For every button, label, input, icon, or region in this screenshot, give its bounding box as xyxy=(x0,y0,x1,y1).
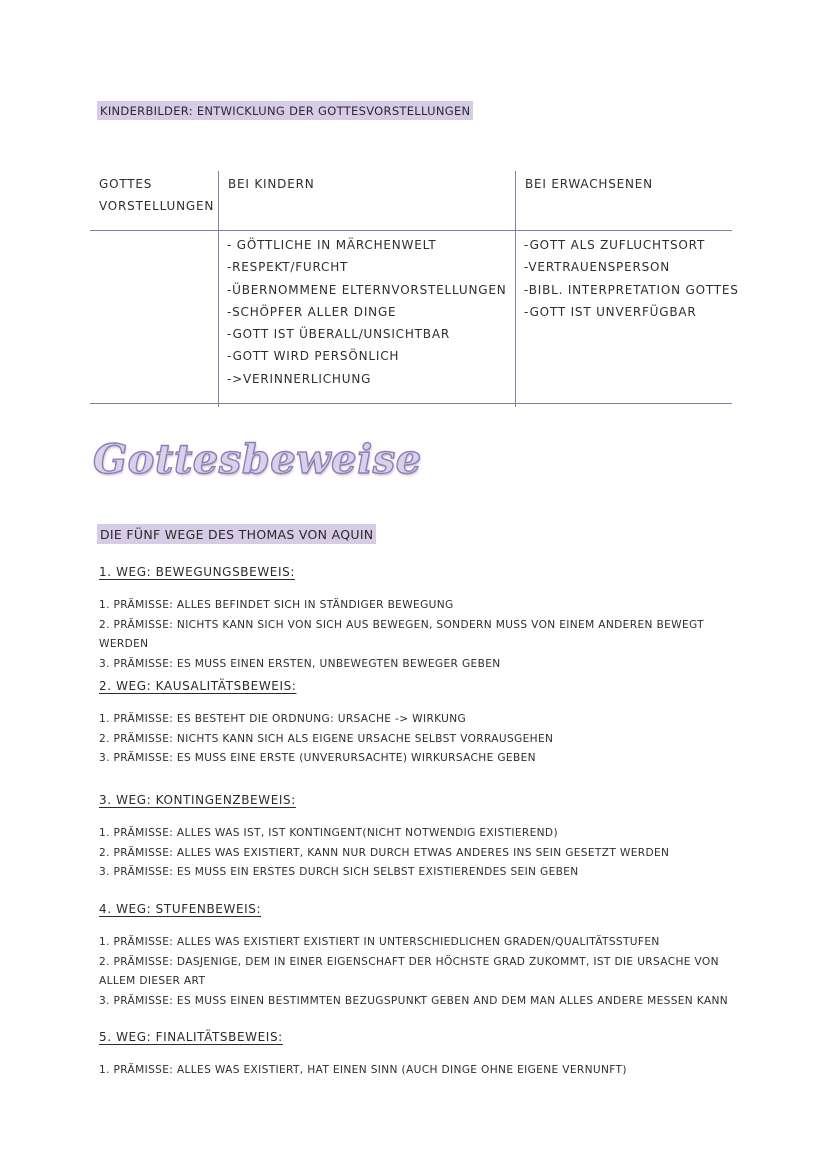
table-cell-line: -GOTT IST ÜBERALL/UNSICHTBAR xyxy=(227,327,450,342)
premise-item: 3. PRÄMISSE: ES MUSS EINEN BESTIMMTEN BEZUGSPUNKT GEBEN AND DEM MAN ALLES ANDERE MESSEN KANN xyxy=(99,994,729,1007)
premise-item: 2. PRÄMISSE: NICHTS KANN SICH VON SICH AUS BEWEGEN, SONDERN MUSS VON EINEM ANDEREN BEWEGT WERDEN xyxy=(99,618,705,650)
premise-list xyxy=(99,824,739,883)
table-cell-line: -ÜBERNOMMENE ELTERNVORSTELLUNGEN xyxy=(227,282,507,297)
premise-item: 3. PRÄMISSE: ES MUSS EINEN ERSTEN, UNBEWEGTEN BEWEGER GEBEN xyxy=(99,657,501,670)
premise-item: 1. PRÄMISSE: ALLES WAS EXISTIERT EXISTIERT IN UNTERSCHIEDLICHEN GRADEN/QUALITÄTSSTUFEN xyxy=(99,936,660,948)
premise-item: 2. PRÄMISSE: NICHTS KANN SICH ALS EIGENE URSACHE SELBST VORRAUSGEHEN xyxy=(99,732,554,745)
script-title-gottesbeweise: Gottesbeweise xyxy=(93,436,422,483)
table-cell-line: -GOTT WIRD PERSÖNLICH xyxy=(227,349,400,364)
table-cell-erwachsene xyxy=(524,234,739,323)
table-header-bei-kindern: BEI KINDERN xyxy=(228,177,315,191)
premise-item: 1. PRÄMISSE: ALLES WAS IST, IST KONTINGENT(NICHT NOTWENDIG EXISTIEREND) xyxy=(99,827,558,839)
table-column-divider xyxy=(218,171,219,407)
section-header: KINDERBILDER: ENTWICKLUNG DER GOTTESVORSTELLUNGEN xyxy=(97,101,473,120)
way-title: 1. WEG: BEWEGUNGSBEWEIS: xyxy=(99,565,295,579)
way-title: 5. WEG: FINALITÄTSBEWEIS: xyxy=(99,1030,283,1044)
table-bottom-border xyxy=(90,403,732,404)
way-title: 4. WEG: STUFENBEWEIS: xyxy=(99,902,262,916)
premise-item: 3. PRÄMISSE: ES MUSS EIN ERSTES DURCH SICH SELBST EXISTIERENDES SEIN GEBEN xyxy=(99,866,579,878)
table-cell-line: -RESPEKT/FURCHT xyxy=(227,260,349,275)
table-cell-line: ->VERINNERLICHUNG xyxy=(227,371,372,386)
premise-item: 2. PRÄMISSE: DASJENIGE, DEM IN EINER EIGENSCHAFT DER HÖCHSTE GRAD ZUKOMMT, IST DIE URSACHE VON ALLEM DIESER ART xyxy=(99,955,719,987)
premise-list xyxy=(99,596,739,674)
gottesvorstellungen-table xyxy=(90,163,739,407)
table-cell-kinder xyxy=(227,234,507,390)
premise-list xyxy=(99,710,739,769)
way-title: 2. WEG: KAUSALITÄTSBEWEIS: xyxy=(99,679,297,693)
way-title: 3. WEG: KONTINGENZBEWEIS: xyxy=(99,793,296,807)
table-cell-line: -BIBL. INTERPRETATION GOTTES xyxy=(524,282,739,297)
premise-item: 1. PRÄMISSE: ALLES WAS EXISTIERT, HAT EINEN SINN (AUCH DINGE OHNE EIGENE VERNUNFT) xyxy=(99,1064,627,1076)
premise-item: 3. PRÄMISSE: ES MUSS EINE ERSTE (UNVERURSACHTE) WIRKURSACHE GEBEN xyxy=(99,752,536,764)
table-header-bei-erwachsenen: BEI ERWACHSENEN xyxy=(525,177,653,191)
premise-item: 1. PRÄMISSE: ES BESTEHT DIE ORDNUNG: URSACHE -> WIRKUNG xyxy=(99,713,467,725)
table-cell-line: -SCHÖPFER ALLER DINGE xyxy=(227,304,397,319)
table-header-divider xyxy=(90,230,732,231)
table-cell-line: -GOTT ALS ZUFLUCHTSORT xyxy=(524,238,706,252)
table-cell-line: - GÖTTLICHE IN MÄRCHENWELT xyxy=(227,238,437,252)
table-column-divider xyxy=(515,171,516,407)
premise-list xyxy=(99,1061,739,1081)
table-cell-line: -GOTT IST UNVERFÜGBAR xyxy=(524,304,697,319)
premise-list xyxy=(99,933,739,1011)
table-header-gottesvorstellungen: GOTTES VORSTELLUNGEN xyxy=(99,177,215,214)
subsection-header: DIE FÜNF WEGE DES THOMAS VON AQUIN xyxy=(97,524,376,544)
premise-item: 2. PRÄMISSE: ALLES WAS EXISTIERT, KANN NUR DURCH ETWAS ANDERES INS SEIN GESETZT WERDEN xyxy=(99,846,670,859)
premise-item: 1. PRÄMISSE: ALLES BEFINDET SICH IN STÄNDIGER BEWEGUNG xyxy=(99,599,454,611)
table-cell-line: -VERTRAUENSPERSON xyxy=(524,260,671,275)
